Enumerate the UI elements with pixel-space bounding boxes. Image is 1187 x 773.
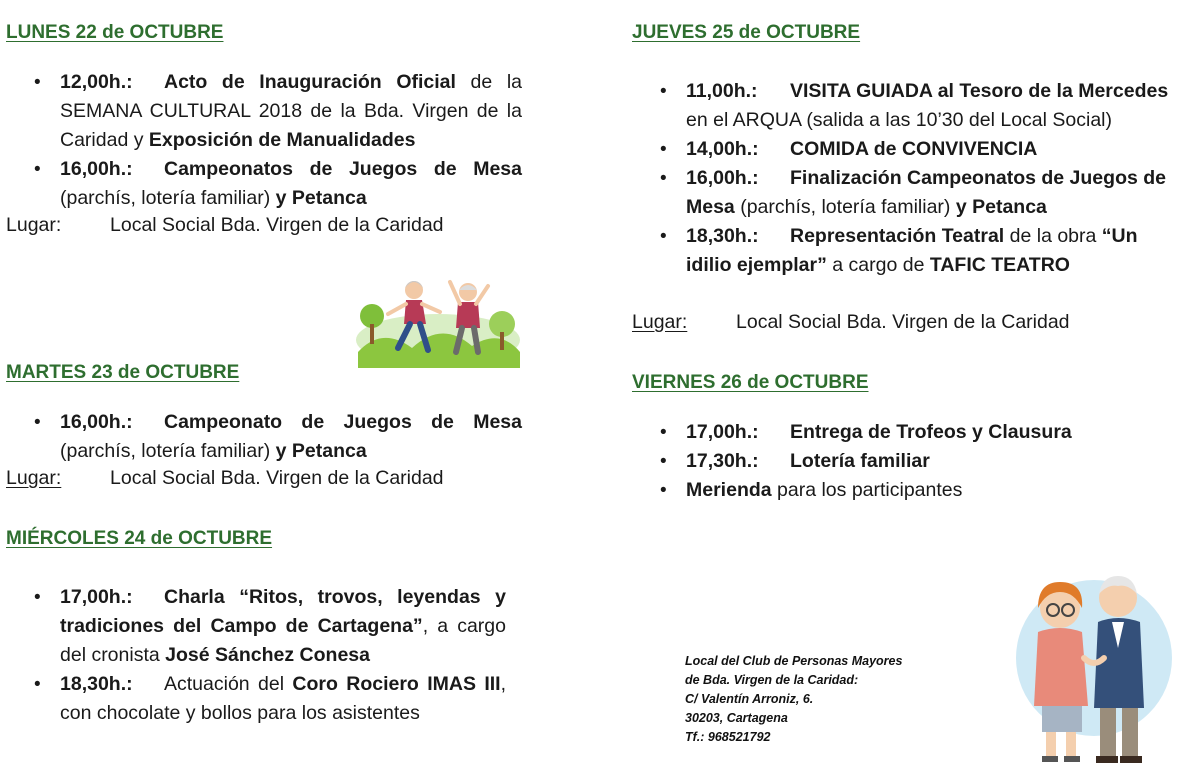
event-item <box>6 408 522 466</box>
event-text-bold: Entrega de Trofeos y Clausura <box>790 421 1072 443</box>
event-time: 18,30h.: <box>686 225 759 247</box>
event-item <box>632 447 1177 476</box>
event-text: Actuación del <box>164 673 293 695</box>
event-text-bold: Campeonatos de Juegos de Mesa <box>164 158 522 180</box>
heading-viernes: VIERNES 26 de OCTUBRE <box>632 372 869 393</box>
event-time: 16,00h.: <box>60 158 133 180</box>
lugar-jueves <box>632 311 1070 334</box>
event-text-bold: y Petanca <box>955 196 1047 218</box>
event-time: 17,30h.: <box>686 450 759 472</box>
event-text-bold: José Sánchez Conesa <box>165 644 370 666</box>
event-text: en el ARQUA (salida a las 10’30 del Local Social) <box>686 109 1112 131</box>
elderly-couple-exercising-illustration <box>352 268 524 368</box>
event-time: 18,30h.: <box>60 673 133 695</box>
elderly-couple-arm-in-arm-illustration <box>1008 558 1176 768</box>
lugar-lunes <box>6 214 444 237</box>
event-text-bold: Merienda <box>686 479 772 501</box>
event-text-bold: Campeonato de Juegos de Mesa <box>164 411 522 433</box>
event-item <box>632 476 1177 505</box>
event-text: para los participantes <box>771 479 963 501</box>
event-text: (parchís, lotería familiar) <box>60 440 276 462</box>
event-item <box>6 670 506 728</box>
heading-lunes: LUNES 22 de OCTUBRE <box>6 22 224 43</box>
event-text: (parchís, lotería familiar) <box>60 187 276 209</box>
event-time: 17,00h.: <box>60 586 133 608</box>
event-time: 11,00h.: <box>686 80 758 102</box>
event-text-bold: “Un idilio ejemplar” <box>686 225 1138 276</box>
event-text-bold: y Petanca <box>275 187 367 209</box>
event-text: a cargo de <box>826 254 930 276</box>
heading-miercoles: MIÉRCOLES 24 de OCTUBRE <box>6 528 273 549</box>
event-time: 14,00h.: <box>686 138 759 160</box>
event-text-bold: Finalización Campeonatos de Juegos de Mesa <box>686 167 1166 218</box>
event-time: 16,00h.: <box>686 167 759 189</box>
event-text-bold: Coro Rociero IMAS III <box>292 673 501 695</box>
event-item <box>6 155 522 213</box>
lugar-value: Local Social Bda. Virgen de la Caridad <box>110 467 444 489</box>
address-line: 30203, Cartagena <box>685 711 788 725</box>
lugar-martes <box>6 467 444 490</box>
event-item <box>6 68 522 155</box>
event-text-bold: Exposición de Manualidades <box>148 129 416 151</box>
event-text: de la obra <box>1004 225 1102 247</box>
club-address <box>685 652 902 747</box>
event-text: , con chocolate y bollos para los asistentes <box>60 673 506 724</box>
event-text: (parchís, lotería familiar) <box>734 196 956 218</box>
phone-line: Tf.: 968521792 <box>685 730 771 744</box>
list-lunes <box>6 68 522 213</box>
address-line: Local del Club de Personas Mayores <box>685 654 903 668</box>
event-text-bold: VISITA GUIADA al Tesoro de la Mercedes <box>790 80 1169 102</box>
list-jueves <box>632 77 1177 280</box>
event-time: 12,00h.: <box>60 71 133 93</box>
event-time: 16,00h.: <box>60 411 133 433</box>
lugar-label: Lugar: <box>6 214 62 236</box>
event-item <box>6 583 506 670</box>
event-item <box>632 418 1177 447</box>
event-item <box>632 222 1177 280</box>
event-text-bold: Acto de Inauguración Oficial <box>164 71 456 93</box>
event-text-bold: y Petanca <box>275 440 367 462</box>
event-item <box>632 135 1177 164</box>
heading-martes: MARTES 23 de OCTUBRE <box>6 362 240 383</box>
lugar-label: Lugar: <box>6 467 62 489</box>
event-text-bold: Representación Teatral <box>790 225 1005 247</box>
event-item <box>632 164 1177 222</box>
event-text-bold: Charla “Ritos, trovos, leyendas y tradiciones del Campo de Cartagena” <box>60 586 506 637</box>
event-text: , a cargo del cronista <box>60 615 506 666</box>
list-viernes <box>632 418 1177 505</box>
event-text-bold: COMIDA de CONVIVENCIA <box>790 138 1038 160</box>
event-item <box>632 77 1177 135</box>
address-line: de Bda. Virgen de la Caridad: <box>685 673 859 687</box>
event-text: de la SEMANA CULTURAL 2018 de la Bda. Virgen de la Caridad y <box>60 71 523 151</box>
heading-jueves: JUEVES 25 de OCTUBRE <box>632 22 861 43</box>
event-text-bold: Lotería familiar <box>790 450 930 472</box>
event-time: 17,00h.: <box>686 421 759 443</box>
event-text-bold: TAFIC TEATRO <box>929 254 1070 276</box>
lugar-value: Local Social Bda. Virgen de la Caridad <box>110 214 444 236</box>
lugar-label: Lugar: <box>632 311 688 333</box>
address-line: C/ Valentín Arroniz, 6. <box>685 692 814 706</box>
list-martes <box>6 408 522 466</box>
lugar-value: Local Social Bda. Virgen de la Caridad <box>736 311 1070 333</box>
list-miercoles <box>6 583 506 728</box>
